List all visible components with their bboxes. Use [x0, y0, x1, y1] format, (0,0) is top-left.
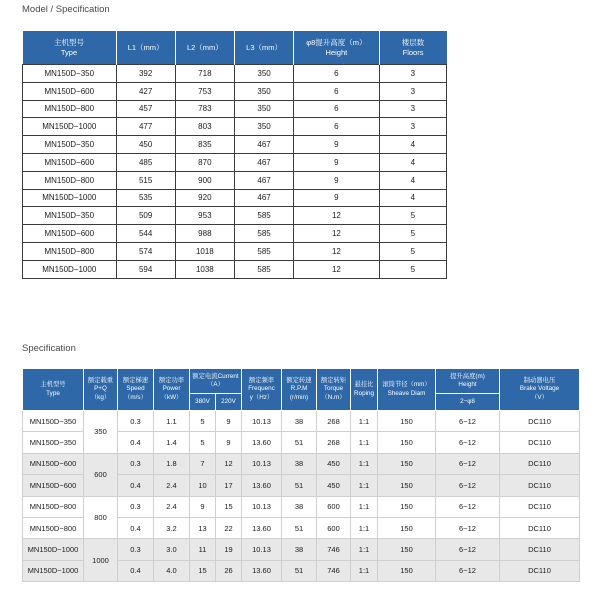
cell-height: 9 [294, 153, 379, 171]
cell-type: MN150D−600 [23, 453, 84, 474]
cell-l3: 585 [234, 225, 293, 243]
cell-speed: 0.3 [118, 411, 154, 432]
header-type: 主机型号 Type [23, 369, 84, 411]
cell-floors: 5 [379, 242, 446, 260]
cell-type: MN150D−600 [23, 225, 117, 243]
model-spec-table [22, 31, 447, 279]
header-current-380v: 380V [190, 394, 216, 411]
table-row [23, 225, 447, 243]
table-row [23, 100, 447, 118]
header-frequency: 额定频率 Frequenc y（Hz） [242, 369, 282, 411]
header-current-220v: 220V [216, 394, 242, 411]
cell-l3: 467 [234, 171, 293, 189]
cell-height: 6~12 [436, 453, 500, 474]
cell-type: MN150D−800 [23, 100, 117, 118]
cell-power: 1.8 [154, 453, 190, 474]
cell-rpm: 38 [282, 411, 317, 432]
header-speed: 额定梯速 Speed （m/s） [118, 369, 154, 411]
table-row [23, 171, 447, 189]
cell-l1: 535 [116, 189, 175, 207]
table-row [23, 242, 447, 260]
cell-brake: DC110 [500, 411, 580, 432]
cell-type: MN150D−350 [23, 432, 84, 453]
header-power: 额定功率 Power （kW） [154, 369, 190, 411]
cell-type: MN150D−1000 [23, 118, 117, 136]
header-l3: L3（mm） [234, 31, 293, 65]
header-current: 额定电流Current （A） [190, 369, 242, 394]
cell-floors: 4 [379, 171, 446, 189]
cell-l3: 467 [234, 153, 293, 171]
cell-height: 6~12 [436, 411, 500, 432]
cell-torque: 746 [317, 539, 351, 560]
cell-floors: 3 [379, 82, 446, 100]
cell-current-220v: 22 [216, 517, 242, 538]
cell-load: 600 [84, 453, 118, 496]
cell-current-220v: 9 [216, 432, 242, 453]
cell-type: MN150D−800 [23, 242, 117, 260]
cell-type: MN150D−350 [23, 207, 117, 225]
cell-height: 9 [294, 189, 379, 207]
cell-l2: 835 [175, 136, 234, 154]
table-header-row [23, 31, 447, 65]
cell-l2: 870 [175, 153, 234, 171]
cell-frequency: 10.13 [242, 411, 282, 432]
cell-sheave: 150 [378, 411, 436, 432]
table-row [23, 189, 447, 207]
cell-l2: 783 [175, 100, 234, 118]
header-rpm: 额定转速 R.P.M (r/min) [282, 369, 317, 411]
cell-torque: 600 [317, 496, 351, 517]
cell-l2: 803 [175, 118, 234, 136]
cell-l1: 485 [116, 153, 175, 171]
cell-speed: 0.3 [118, 496, 154, 517]
cell-speed: 0.4 [118, 517, 154, 538]
cell-height: 6~12 [436, 475, 500, 496]
header-height-sub: 2−φ8 [436, 394, 500, 411]
cell-torque: 746 [317, 560, 351, 581]
cell-l1: 515 [116, 171, 175, 189]
cell-l3: 585 [234, 207, 293, 225]
cell-load: 1000 [84, 539, 118, 582]
cell-type: MN150D−1000 [23, 539, 84, 560]
cell-roping: 1:1 [351, 496, 378, 517]
cell-l1: 427 [116, 82, 175, 100]
cell-floors: 5 [379, 260, 446, 278]
header-load: 额定载重 P+Q （kg） [84, 369, 118, 411]
table-row [23, 453, 580, 474]
header-height: φ8提升高度（m） Height [294, 31, 379, 65]
cell-power: 3.2 [154, 517, 190, 538]
cell-height: 6 [294, 118, 379, 136]
table-row [23, 153, 447, 171]
cell-height: 12 [294, 260, 379, 278]
cell-roping: 1:1 [351, 560, 378, 581]
cell-brake: DC110 [500, 560, 580, 581]
cell-load: 350 [84, 411, 118, 454]
cell-current-380v: 15 [190, 560, 216, 581]
cell-torque: 268 [317, 411, 351, 432]
cell-speed: 0.3 [118, 453, 154, 474]
cell-frequency: 10.13 [242, 496, 282, 517]
cell-brake: DC110 [500, 496, 580, 517]
cell-height: 6~12 [436, 496, 500, 517]
cell-floors: 4 [379, 153, 446, 171]
cell-sheave: 150 [378, 560, 436, 581]
cell-l3: 350 [234, 65, 293, 83]
cell-current-380v: 7 [190, 453, 216, 474]
cell-current-380v: 13 [190, 517, 216, 538]
cell-type: MN150D−800 [23, 496, 84, 517]
cell-l2: 1018 [175, 242, 234, 260]
cell-brake: DC110 [500, 453, 580, 474]
table-row [23, 411, 580, 432]
cell-l2: 988 [175, 225, 234, 243]
table-row [23, 136, 447, 154]
cell-l3: 350 [234, 100, 293, 118]
cell-sheave: 150 [378, 432, 436, 453]
cell-height: 6~12 [436, 517, 500, 538]
header-type: 主机型号 Type [23, 31, 117, 65]
cell-rpm: 51 [282, 517, 317, 538]
cell-type: MN150D−800 [23, 171, 117, 189]
cell-l3: 467 [234, 136, 293, 154]
cell-current-220v: 12 [216, 453, 242, 474]
cell-power: 2.4 [154, 496, 190, 517]
header-brake: 制动器电压 Brake Voltage （V） [500, 369, 580, 411]
cell-torque: 450 [317, 453, 351, 474]
cell-speed: 0.4 [118, 475, 154, 496]
table-row [23, 207, 447, 225]
cell-height: 6~12 [436, 539, 500, 560]
cell-current-380v: 11 [190, 539, 216, 560]
cell-power: 2.4 [154, 475, 190, 496]
cell-l1: 450 [116, 136, 175, 154]
spec-table [22, 368, 580, 582]
table-row [23, 65, 447, 83]
header-torque: 额定转矩 Torque （N.m） [317, 369, 351, 411]
cell-speed: 0.4 [118, 432, 154, 453]
cell-rpm: 38 [282, 496, 317, 517]
cell-type: MN150D−350 [23, 65, 117, 83]
cell-height: 6~12 [436, 432, 500, 453]
cell-l2: 953 [175, 207, 234, 225]
table-row [23, 260, 447, 278]
cell-sheave: 150 [378, 517, 436, 538]
cell-height: 6~12 [436, 560, 500, 581]
cell-frequency: 13.60 [242, 475, 282, 496]
header-l2: L2（mm） [175, 31, 234, 65]
cell-roping: 1:1 [351, 475, 378, 496]
cell-torque: 450 [317, 475, 351, 496]
table-row [23, 539, 580, 560]
cell-brake: DC110 [500, 539, 580, 560]
table-row [23, 82, 447, 100]
cell-floors: 4 [379, 189, 446, 207]
cell-rpm: 51 [282, 432, 317, 453]
cell-floors: 5 [379, 207, 446, 225]
cell-sheave: 150 [378, 475, 436, 496]
cell-l3: 467 [234, 189, 293, 207]
cell-frequency: 13.60 [242, 432, 282, 453]
cell-brake: DC110 [500, 475, 580, 496]
cell-height: 9 [294, 136, 379, 154]
cell-current-380v: 9 [190, 496, 216, 517]
cell-frequency: 10.13 [242, 453, 282, 474]
cell-height: 6 [294, 82, 379, 100]
cell-brake: DC110 [500, 517, 580, 538]
header-floors: 楼层数 Floors [379, 31, 446, 65]
cell-current-380v: 5 [190, 411, 216, 432]
cell-power: 1.4 [154, 432, 190, 453]
cell-l2: 753 [175, 82, 234, 100]
cell-rpm: 51 [282, 560, 317, 581]
cell-sheave: 150 [378, 453, 436, 474]
cell-floors: 3 [379, 100, 446, 118]
cell-roping: 1:1 [351, 453, 378, 474]
cell-type: MN150D−1000 [23, 260, 117, 278]
cell-l1: 392 [116, 65, 175, 83]
cell-l1: 509 [116, 207, 175, 225]
cell-l2: 1038 [175, 260, 234, 278]
cell-type: MN150D−1000 [23, 560, 84, 581]
cell-type: MN150D−350 [23, 411, 84, 432]
cell-current-380v: 5 [190, 432, 216, 453]
cell-l1: 477 [116, 118, 175, 136]
cell-floors: 4 [379, 136, 446, 154]
table-row [23, 496, 580, 517]
cell-current-220v: 19 [216, 539, 242, 560]
cell-type: MN150D−600 [23, 475, 84, 496]
cell-height: 6 [294, 65, 379, 83]
header-height: 提升高度(m) Height [436, 369, 500, 394]
cell-roping: 1:1 [351, 432, 378, 453]
cell-l1: 457 [116, 100, 175, 118]
table-header-row [23, 369, 580, 394]
header-l1: L1（mm） [116, 31, 175, 65]
cell-l3: 350 [234, 118, 293, 136]
table-row [23, 118, 447, 136]
cell-sheave: 150 [378, 539, 436, 560]
cell-roping: 1:1 [351, 517, 378, 538]
cell-rpm: 51 [282, 475, 317, 496]
cell-rpm: 38 [282, 453, 317, 474]
cell-type: MN150D−350 [23, 136, 117, 154]
cell-l1: 594 [116, 260, 175, 278]
section-title-model-spec: Model / Specification [22, 4, 110, 15]
cell-load: 800 [84, 496, 118, 539]
cell-speed: 0.4 [118, 560, 154, 581]
cell-type: MN150D−800 [23, 517, 84, 538]
header-sheave: 滚筒节径（mm） Sheave Diam [378, 369, 436, 411]
cell-l3: 350 [234, 82, 293, 100]
cell-current-220v: 15 [216, 496, 242, 517]
cell-rpm: 38 [282, 539, 317, 560]
header-roping: 悬挂比 Roping [351, 369, 378, 411]
cell-floors: 3 [379, 65, 446, 83]
cell-roping: 1:1 [351, 411, 378, 432]
cell-torque: 600 [317, 517, 351, 538]
cell-speed: 0.3 [118, 539, 154, 560]
cell-l3: 585 [234, 260, 293, 278]
cell-l2: 718 [175, 65, 234, 83]
cell-current-220v: 17 [216, 475, 242, 496]
cell-height: 12 [294, 225, 379, 243]
cell-current-220v: 26 [216, 560, 242, 581]
cell-height: 12 [294, 242, 379, 260]
cell-height: 9 [294, 171, 379, 189]
cell-torque: 268 [317, 432, 351, 453]
cell-l3: 585 [234, 242, 293, 260]
cell-height: 6 [294, 100, 379, 118]
cell-current-220v: 9 [216, 411, 242, 432]
cell-type: MN150D−600 [23, 82, 117, 100]
cell-l1: 574 [116, 242, 175, 260]
cell-l1: 544 [116, 225, 175, 243]
cell-floors: 5 [379, 225, 446, 243]
cell-type: MN150D−600 [23, 153, 117, 171]
cell-power: 3.0 [154, 539, 190, 560]
cell-height: 12 [294, 207, 379, 225]
cell-floors: 3 [379, 118, 446, 136]
cell-brake: DC110 [500, 432, 580, 453]
cell-power: 4.0 [154, 560, 190, 581]
cell-sheave: 150 [378, 496, 436, 517]
cell-l2: 900 [175, 171, 234, 189]
cell-type: MN150D−1000 [23, 189, 117, 207]
section-title-spec: Specification [22, 343, 76, 354]
cell-l2: 920 [175, 189, 234, 207]
cell-frequency: 13.60 [242, 560, 282, 581]
cell-frequency: 10.13 [242, 539, 282, 560]
cell-roping: 1:1 [351, 539, 378, 560]
cell-current-380v: 10 [190, 475, 216, 496]
cell-frequency: 13.60 [242, 517, 282, 538]
cell-power: 1.1 [154, 411, 190, 432]
